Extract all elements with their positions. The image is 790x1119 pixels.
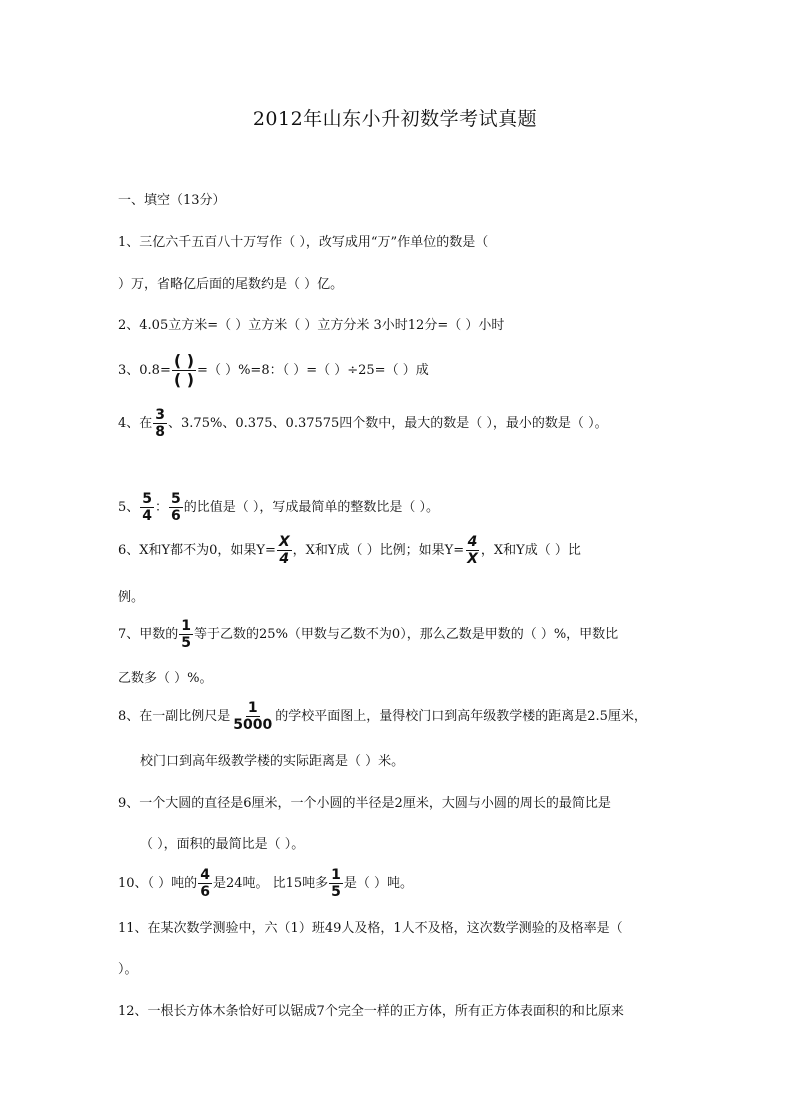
fraction-5-4 bbox=[140, 492, 154, 523]
question-4-suffix: 、3.75%、0.375、0.37575四个数中，最大的数是（ ），最小的数是（ ）。 bbox=[168, 416, 608, 431]
question-6-suffix: ，X和Y成（ ）比 bbox=[480, 543, 581, 558]
fraction-denominator: X bbox=[467, 551, 478, 567]
fraction-numerator: 4 bbox=[200, 867, 210, 883]
fraction-numerator: ( ) bbox=[173, 351, 195, 370]
question-10-prefix: 10、（ ）吨的 bbox=[118, 876, 198, 891]
question-8-line-2: 校门口到高年级教学楼的实际距离是（ ）米。 bbox=[140, 754, 405, 769]
question-7-line-1 bbox=[118, 619, 618, 650]
fraction-denominator: ( ) bbox=[173, 370, 195, 389]
fraction-numerator: 1 bbox=[331, 867, 341, 883]
fraction-numerator: X bbox=[278, 534, 290, 550]
fraction-numerator: 1 bbox=[181, 618, 192, 634]
fraction-blank bbox=[172, 353, 196, 388]
fraction-4-6 bbox=[198, 868, 212, 899]
question-4-prefix: 4、在 bbox=[118, 416, 153, 431]
fraction-denominator: 5000 bbox=[233, 717, 273, 733]
question-5-prefix: 5、 bbox=[118, 500, 140, 515]
fraction-denominator: 4 bbox=[279, 551, 290, 567]
question-10 bbox=[118, 868, 413, 899]
question-7-line-2: 乙数多（ ）%。 bbox=[118, 671, 213, 686]
fraction-4-x bbox=[465, 535, 480, 566]
question-3 bbox=[118, 353, 429, 388]
question-6-middle: ，X和Y成（ ）比例；如果Y= bbox=[292, 543, 465, 558]
fraction-denominator: 5 bbox=[181, 635, 192, 651]
fraction-3-8 bbox=[153, 408, 167, 439]
question-10-suffix: 是（ ）吨。 bbox=[343, 876, 414, 891]
question-7-prefix: 7、甲数的 bbox=[118, 627, 179, 642]
question-11-line-2: ）。 bbox=[118, 962, 138, 977]
question-10-middle: 是24吨。 比15吨多 bbox=[212, 876, 329, 891]
question-11-line-1: 11、在某次数学测验中，六（1）班49人及格，1人不及格，这次数学测验的及格率是（ bbox=[118, 921, 623, 936]
question-6-line-2: 例。 bbox=[118, 590, 145, 605]
ratio-separator: ： bbox=[155, 500, 169, 515]
fraction-denominator: 6 bbox=[171, 508, 181, 524]
question-1-line-1: 1、三亿六千五百八十万写作（ ），改写成用“万”作单位的数是（ bbox=[118, 235, 489, 250]
question-3-prefix: 3、0.8= bbox=[118, 363, 171, 378]
question-4 bbox=[118, 408, 608, 439]
question-12: 12、一根长方体木条恰好可以锯成7个完全一样的正方体，所有正方体表面积的和比原来 bbox=[118, 1004, 624, 1019]
question-3-suffix: =（ ）%=8：（ ）=（ ）÷25=（ ）成 bbox=[197, 363, 429, 378]
question-5 bbox=[118, 492, 439, 523]
question-9-line-1: 9、一个大圆的直径是6厘米，一个小圆的半径是2厘米，大圆与小圆的周长的最简比是 bbox=[118, 796, 611, 811]
question-8-suffix: 的学校平面图上，量得校门口到高年级教学楼的距离是2.5厘米， bbox=[275, 709, 647, 724]
fraction-numerator: 1 bbox=[247, 700, 258, 716]
question-6-prefix: 6、X和Y都不为0，如果Y= bbox=[118, 543, 276, 558]
fraction-numerator: 5 bbox=[171, 491, 181, 507]
fraction-denominator: 8 bbox=[155, 424, 166, 440]
question-8-line-1 bbox=[118, 701, 647, 732]
fraction-1-5 bbox=[329, 868, 343, 899]
fraction-numerator: 5 bbox=[142, 491, 153, 507]
fraction-1-5 bbox=[179, 619, 193, 650]
fraction-denominator: 5 bbox=[331, 884, 341, 900]
question-9-line-2: （ ），面积的最简比是（ ）。 bbox=[140, 837, 305, 852]
question-1-line-2: ）万，省略亿后面的尾数约是（ ）亿。 bbox=[118, 277, 344, 292]
section-heading: 一、填空（13分） bbox=[118, 193, 226, 208]
question-2: 2、4.05立方米=（ ）立方米（ ）立方分米 3小时12分=（ ）小时 bbox=[118, 318, 505, 333]
fraction-numerator: 3 bbox=[155, 407, 166, 423]
fraction-numerator: 4 bbox=[467, 534, 478, 550]
fraction-1-5000 bbox=[231, 701, 274, 732]
question-6-line-1 bbox=[118, 535, 581, 566]
fraction-denominator: 6 bbox=[200, 884, 210, 900]
page-title: 2012年山东小升初数学考试真题 bbox=[252, 108, 538, 130]
fraction-5-6 bbox=[169, 492, 183, 523]
question-7-suffix: 等于乙数的25%（甲数与乙数不为0），那么乙数是甲数的（ ）%，甲数比 bbox=[194, 627, 619, 642]
fraction-denominator: 4 bbox=[142, 508, 153, 524]
fraction-x-4 bbox=[277, 535, 292, 566]
question-5-suffix: 的比值是（ ），写成最简单的整数比是（ ）。 bbox=[183, 500, 440, 515]
question-8-prefix: 8、在一副比例尺是 bbox=[118, 709, 231, 724]
